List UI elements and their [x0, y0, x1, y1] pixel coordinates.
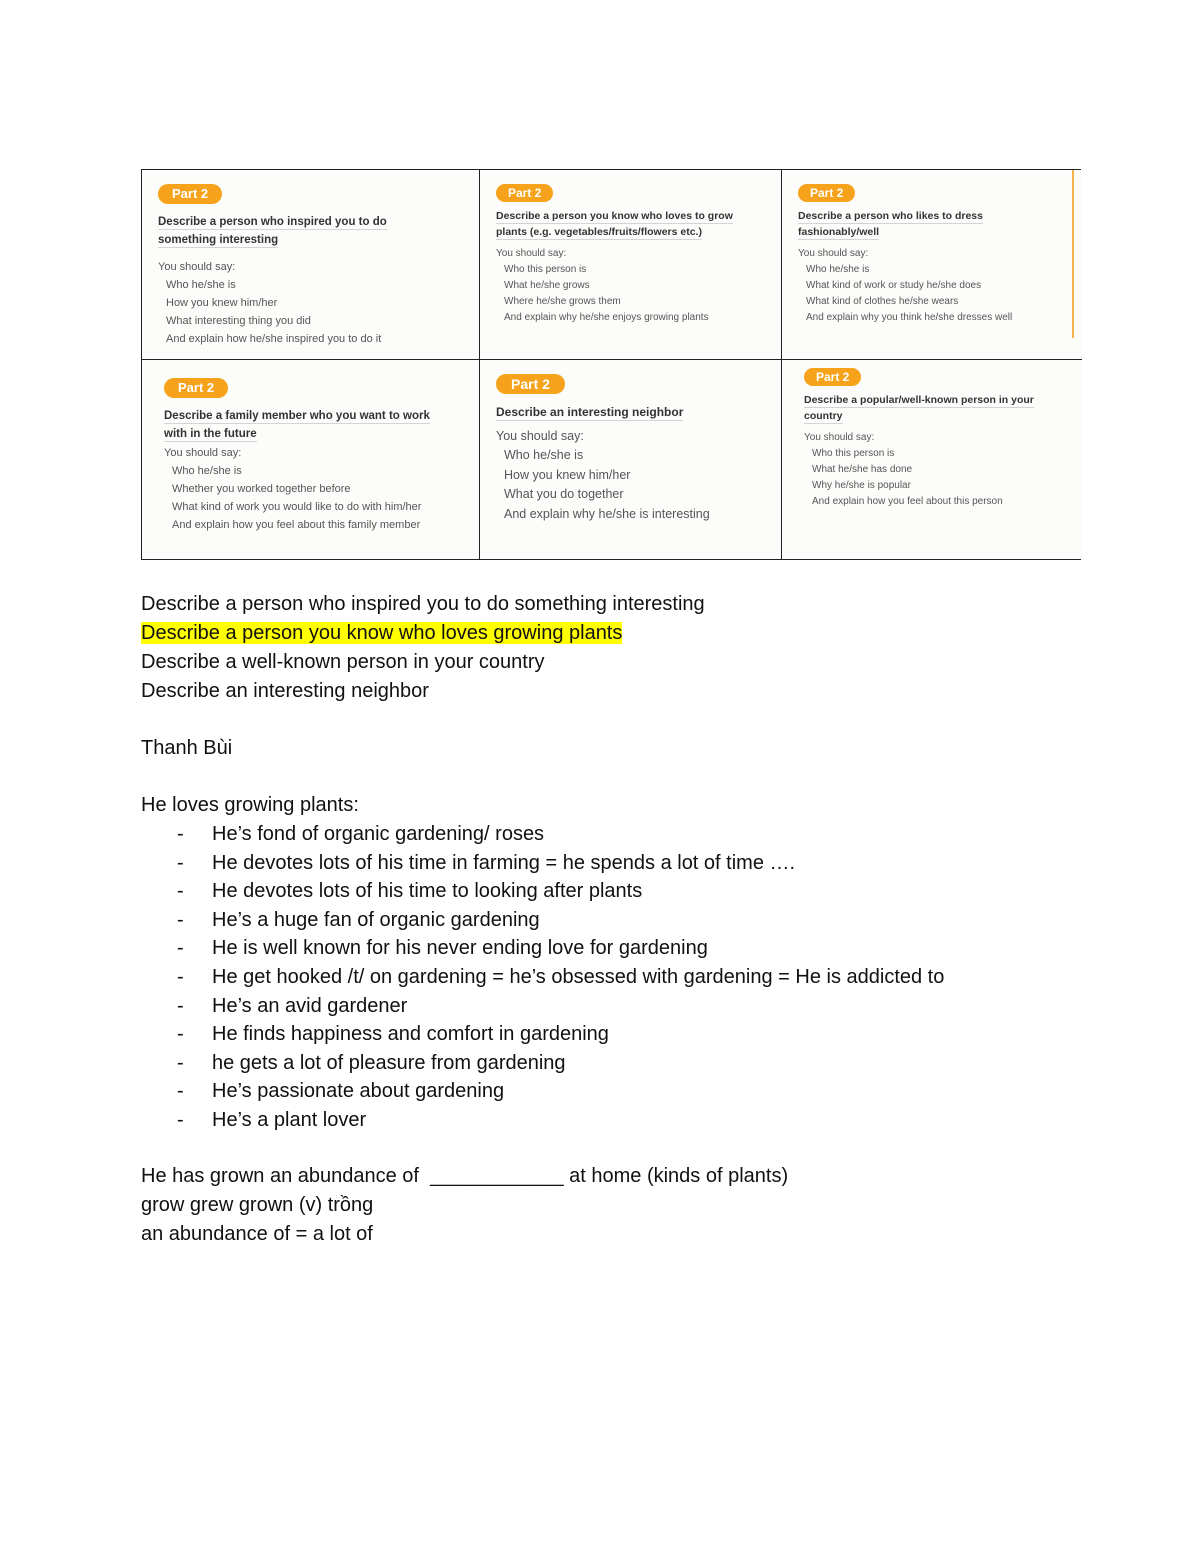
- card-point: Who he/she is: [504, 448, 584, 462]
- topic-line: [141, 619, 1081, 648]
- card-points: [496, 262, 767, 326]
- bullet-dash: -: [177, 965, 184, 988]
- bullet-dash: -: [177, 1108, 184, 1131]
- card-point: Who this person is: [504, 264, 587, 275]
- person-name: Thanh Bùi: [141, 737, 233, 759]
- card-point: Whether you worked together before: [172, 483, 351, 495]
- bullet-dash: -: [177, 908, 184, 931]
- topic-cards-table: [141, 169, 1081, 560]
- part-badge: Part 2: [496, 374, 565, 394]
- list-item-text: He’s fond of organic gardening/ roses: [212, 823, 545, 845]
- card-title: [164, 407, 465, 443]
- card-title: [158, 213, 465, 249]
- card-title-line: country: [804, 410, 843, 422]
- topic-card: [142, 170, 480, 360]
- bullet-dash: -: [177, 1023, 184, 1046]
- bullet-dash: -: [177, 851, 184, 874]
- card-point: What he/she grows: [504, 280, 590, 291]
- abundance-sentence: He has grown an abundance of ____________ at home (kinds of plants): [141, 1164, 789, 1187]
- list-item-text: He is well known for his never ending love for gardening: [212, 937, 708, 960]
- card-point: What kind of work you would like to do with him/her: [172, 501, 422, 513]
- topic-line: Describe a well-known person in your country: [141, 651, 545, 673]
- card-point: And explain why you think he/she dresses well: [806, 312, 1013, 323]
- card-point: Who he/she is: [166, 279, 236, 291]
- card-point: And explain why he/she enjoys growing plants: [504, 312, 709, 323]
- card-title-line: Describe a person you know who loves to grow: [496, 210, 733, 222]
- topic-card: [480, 170, 782, 360]
- bullet-dash: -: [177, 880, 184, 903]
- card-points: [158, 276, 465, 348]
- list-item: [141, 934, 1081, 963]
- topic-card: [480, 360, 782, 559]
- bullet-dash: -: [177, 994, 184, 1017]
- card-point: And explain how he/she inspired you to do it: [166, 333, 382, 345]
- card-title-line: Describe a person who inspired you to do: [158, 216, 387, 228]
- list-item-text: he gets a lot of pleasure from gardening: [212, 1051, 566, 1074]
- card-point: And explain why he/she is interesting: [504, 506, 710, 521]
- synonym-note: an abundance of = a lot of: [141, 1222, 373, 1245]
- list-item-text: He’s an avid gardener: [212, 994, 408, 1017]
- bullet-dash: -: [177, 937, 184, 960]
- you-should-say: You should say:: [158, 261, 236, 273]
- card-points: [496, 446, 767, 524]
- card-title: [804, 392, 1068, 424]
- you-should-say: You should say:: [496, 248, 567, 259]
- part-badge: Part 2: [798, 184, 855, 202]
- card-title-line: fashionably/well: [798, 226, 880, 238]
- verb-forms-note: grow grew grown (v) trồng: [141, 1193, 374, 1216]
- card-title-line: Describe a family member who you want to work: [164, 410, 430, 422]
- list-item: [141, 992, 1081, 1021]
- card-point: And explain how you feel about this family member: [172, 519, 421, 531]
- you-should-say: You should say:: [798, 248, 869, 259]
- card-point: How you knew him/her: [504, 467, 631, 482]
- list-item-text: He finds happiness and comfort in gardening: [212, 1023, 609, 1046]
- card-point: What interesting thing you did: [166, 315, 311, 327]
- card-point: Why he/she is popular: [812, 480, 911, 491]
- list-item-text: He’s passionate about gardening: [212, 1080, 505, 1103]
- list-item: [141, 849, 1081, 878]
- card-point: And explain how you feel about this person: [812, 496, 1003, 507]
- card-point: Who he/she is: [806, 264, 870, 275]
- bullet-dash: -: [177, 823, 184, 845]
- highlighted-topic: Describe a person you know who loves growing plants: [141, 622, 623, 644]
- card-point: What you do together: [504, 487, 624, 501]
- card-title-line: something interesting: [158, 234, 279, 246]
- intro-line: He loves growing plants:: [141, 794, 359, 816]
- card-title-line: Describe a popular/well-known person in your: [804, 394, 1034, 406]
- list-item-text: He’s a huge fan of organic gardening: [212, 908, 540, 931]
- topic-card: [782, 360, 1082, 559]
- document-body: [141, 590, 1081, 1249]
- card-point: What kind of clothes he/she wears: [806, 296, 959, 307]
- card-title: [798, 208, 1068, 240]
- bullet-dash: -: [177, 1051, 184, 1074]
- list-item: [141, 1077, 1081, 1106]
- part-badge: Part 2: [804, 368, 861, 386]
- card-points: [164, 462, 465, 534]
- list-item: [141, 820, 1081, 849]
- list-item: [141, 963, 1081, 992]
- list-item-text: He devotes lots of his time to looking after plants: [212, 880, 643, 903]
- card-point: What he/she has done: [812, 464, 913, 475]
- card-title-line: plants (e.g. vegetables/fruits/flowers etc.): [496, 226, 702, 238]
- you-should-say: You should say:: [804, 432, 875, 443]
- topic-card: [782, 170, 1082, 360]
- card-point: Who he/she is: [172, 465, 242, 477]
- bullet-dash: -: [177, 1080, 184, 1103]
- part-badge: Part 2: [496, 184, 553, 202]
- orange-edge-decoration: [1072, 170, 1074, 338]
- card-point: Who this person is: [812, 448, 895, 459]
- list-item-text: He get hooked /t/ on gardening = he’s obsessed with gardening = He is addicted to: [212, 965, 945, 988]
- topic-line: Describe a person who inspired you to do something interesting: [141, 593, 705, 615]
- card-point: Where he/she grows them: [504, 296, 621, 307]
- phrase-list: [141, 820, 1081, 1135]
- list-item: [141, 1106, 1081, 1135]
- card-points: [798, 262, 1068, 326]
- list-item: [141, 1020, 1081, 1049]
- card-title-line: with in the future: [164, 428, 257, 440]
- topic-line: Describe an interesting neighbor: [141, 680, 429, 702]
- list-item: [141, 906, 1081, 935]
- topic-card: [142, 360, 480, 559]
- card-points: [804, 446, 1068, 510]
- card-title: [496, 403, 767, 421]
- card-title: [496, 208, 767, 240]
- list-item: [141, 1049, 1081, 1078]
- list-item: [141, 877, 1081, 906]
- card-point: What kind of work or study he/she does: [806, 280, 982, 291]
- card-title-line: Describe an interesting neighbor: [496, 405, 684, 419]
- you-should-say: You should say:: [496, 429, 584, 443]
- list-item-text: He devotes lots of his time in farming = he spends a lot of time ….: [212, 851, 796, 874]
- part-badge: Part 2: [164, 378, 228, 398]
- list-item-text: He’s a plant lover: [212, 1108, 367, 1131]
- part-badge: Part 2: [158, 184, 222, 204]
- card-point: How you knew him/her: [166, 297, 278, 309]
- you-should-say: You should say:: [164, 447, 242, 459]
- card-title-line: Describe a person who likes to dress: [798, 210, 983, 222]
